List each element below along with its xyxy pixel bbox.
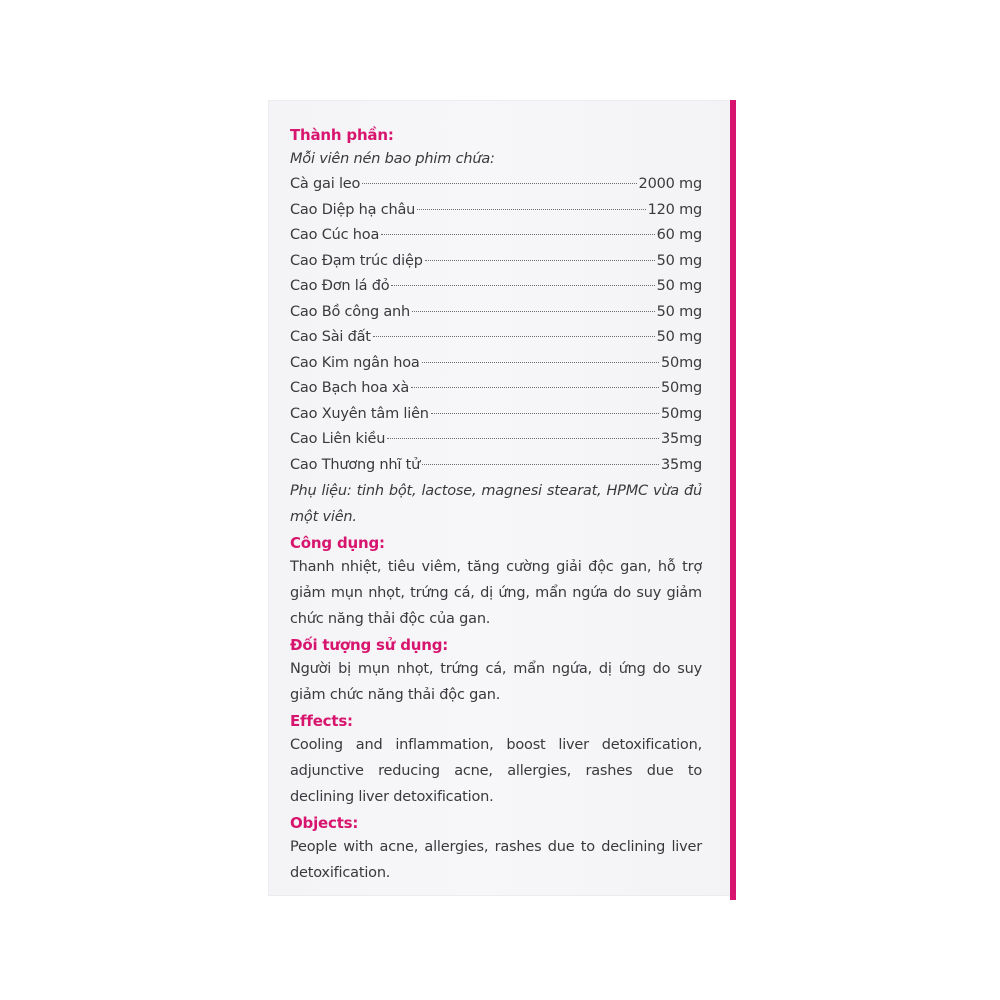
excipients-note: Phụ liệu: tinh bột, lactose, magnesi stearat, HPMC vừa đủ một viên. (290, 483, 702, 525)
ingredient-row (290, 402, 702, 428)
ingredient-name: Cao Bạch hoa xà (290, 380, 410, 396)
ingredient-name: Cà gai leo (290, 176, 361, 192)
dot-leader (362, 183, 636, 184)
ingredient-row (290, 198, 702, 224)
ingredient-amount: 50 mg (656, 278, 702, 294)
ingredient-name: Cao Xuyên tâm liên (290, 405, 429, 422)
ingredient-name: Cao Cúc hoa (290, 227, 380, 243)
ingredient-row (290, 453, 702, 479)
ingredient-row (290, 223, 702, 249)
ingredient-amount: 50 mg (656, 303, 702, 320)
ingredient-name: Cao Diệp hạ châu (290, 201, 416, 218)
ingredient-amount: 50mg (661, 354, 702, 371)
ingredient-name: Cao Sài đất (290, 329, 371, 345)
ingredient-amount: 35mg (661, 456, 702, 473)
ingredient-amount: 35mg (661, 431, 702, 447)
dot-leader (373, 336, 655, 337)
ingredient-row (290, 351, 702, 377)
dot-leader (431, 413, 659, 414)
dot-leader (417, 209, 645, 210)
effects-heading: Effects: (290, 712, 353, 730)
dot-leader (381, 234, 654, 235)
ingredient-row (290, 300, 702, 326)
ingredient-row (290, 325, 702, 351)
ingredient-name: Cao Đạm trúc diệp (290, 252, 423, 269)
dot-leader (411, 387, 659, 388)
dot-leader (391, 285, 654, 286)
ingredient-name: Cao Đơn lá đỏ (290, 278, 390, 294)
ingredients-heading: Thành phần: (290, 126, 394, 144)
dot-leader (412, 311, 655, 312)
ingredient-amount: 50 mg (656, 329, 702, 345)
uses-heading: Công dụng: (290, 534, 385, 552)
ingredients-subtitle: Mỗi viên nén bao phim chứa: (290, 151, 495, 167)
ingredient-row (290, 274, 702, 300)
package-panel (268, 100, 736, 896)
package-side-edge (730, 100, 736, 900)
dot-leader (387, 438, 659, 439)
ingredient-name: Cao Bồ công anh (290, 303, 411, 320)
users-text: Người bị mụn nhọt, trứng cá, mẩn ngứa, dị ứng do suy giảm chức năng thải độc gan. (290, 661, 702, 703)
ingredient-row (290, 249, 702, 275)
dot-leader (422, 362, 659, 363)
dot-leader (425, 260, 655, 261)
ingredient-amount: 2000 mg (638, 176, 702, 192)
effects-text: Cooling and inflammation, boost liver detoxification, adjunctive reducing acne, allergies, rashes due to declining liver detoxification. (290, 737, 702, 805)
ingredient-amount: 120 mg (647, 201, 702, 218)
ingredient-amount: 50 mg (656, 252, 702, 269)
ingredient-name: Cao Liên kiều (290, 431, 386, 447)
ingredient-amount: 50mg (661, 405, 702, 422)
ingredient-amount: 50mg (661, 380, 702, 396)
ingredient-name: Cao Kim ngân hoa (290, 354, 420, 371)
label-content (290, 122, 702, 886)
ingredient-row (290, 172, 702, 198)
ingredient-name: Cao Thương nhĩ tử (290, 456, 421, 473)
ingredient-row (290, 376, 702, 402)
uses-text: Thanh nhiệt, tiêu viêm, tăng cường giải độc gan, hỗ trợ giảm mụn nhọt, trứng cá, dị ứng, mẩn ngứa do suy giảm chức năng thải độc của gan. (290, 559, 702, 627)
ingredient-row (290, 427, 702, 453)
objects-text: People with acne, allergies, rashes due to declining liver detoxification. (290, 839, 702, 881)
objects-heading: Objects: (290, 814, 359, 832)
ingredient-amount: 60 mg (656, 227, 702, 243)
dot-leader (422, 464, 659, 465)
users-heading: Đối tượng sử dụng: (290, 636, 449, 654)
ingredients-list (290, 172, 702, 478)
